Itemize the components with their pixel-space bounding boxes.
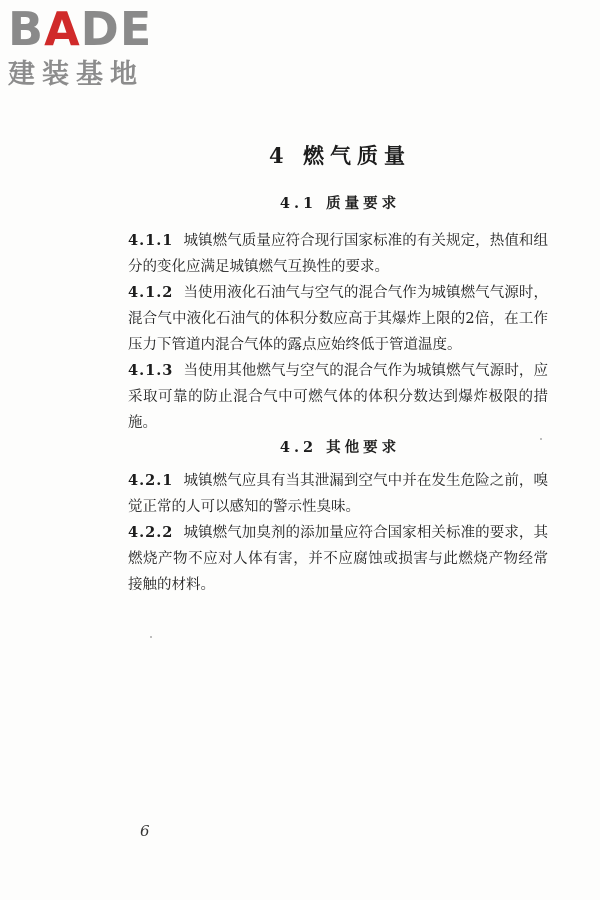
logo-letter: B [8, 2, 45, 56]
clause-4-1-3 [128, 358, 548, 436]
clause-text: 城镇燃气质量应符合现行国家标准的有关规定，热值和组分的变化应满足城镇燃气互换性的要求。 [128, 233, 548, 275]
clause-4-1-2 [128, 280, 548, 358]
logo-accent-letter: A [44, 2, 81, 56]
clause-number: 4.1.3 [128, 362, 174, 379]
logo-subtitle: 建装基地 [8, 59, 144, 90]
clause-text: 当使用液化石油气与空气的混合气作为城镇燃气气源时，混合气中液化石油气的体积分数应高于其爆炸上限的2倍，在工作压力下管道内混合气体的露点应始终低于管道温度。 [128, 285, 548, 353]
watermark-logo [8, 2, 178, 90]
clause-4-2-2 [128, 520, 548, 598]
clause-number: 4.2.1 [128, 472, 174, 489]
logo-wordmark [8, 2, 178, 56]
scan-speck [150, 636, 152, 638]
logo-letters: DE [80, 2, 153, 56]
clause-text: 城镇燃气加臭剂的添加量应符合国家相关标准的要求，其燃烧产物不应对人体有害，并不应腐蚀或损害与此燃烧产物经常接触的材料。 [128, 525, 548, 593]
section-title-4-1: 4.1 质量要求 [279, 195, 401, 212]
clause-4-1-1 [128, 228, 548, 280]
clause-number: 4.1.1 [128, 232, 174, 249]
clause-number: 4.2.2 [128, 524, 174, 541]
chapter-title: 4 燃气质量 [269, 143, 411, 168]
page-number: 6 [140, 822, 150, 840]
clause-4-2-1 [128, 468, 548, 520]
section-title-4-2: 4.2 其他要求 [279, 439, 401, 456]
clause-text: 当使用其他燃气与空气的混合气作为城镇燃气气源时，应采取可靠的防止混合气中可燃气体的体积分数达到爆炸极限的措施。 [128, 363, 548, 431]
clause-text: 城镇燃气应具有当其泄漏到空气中并在发生危险之前，嗅觉正常的人可以感知的警示性臭味。 [128, 473, 548, 515]
scan-speck [540, 438, 542, 440]
clause-number: 4.1.2 [128, 284, 174, 301]
